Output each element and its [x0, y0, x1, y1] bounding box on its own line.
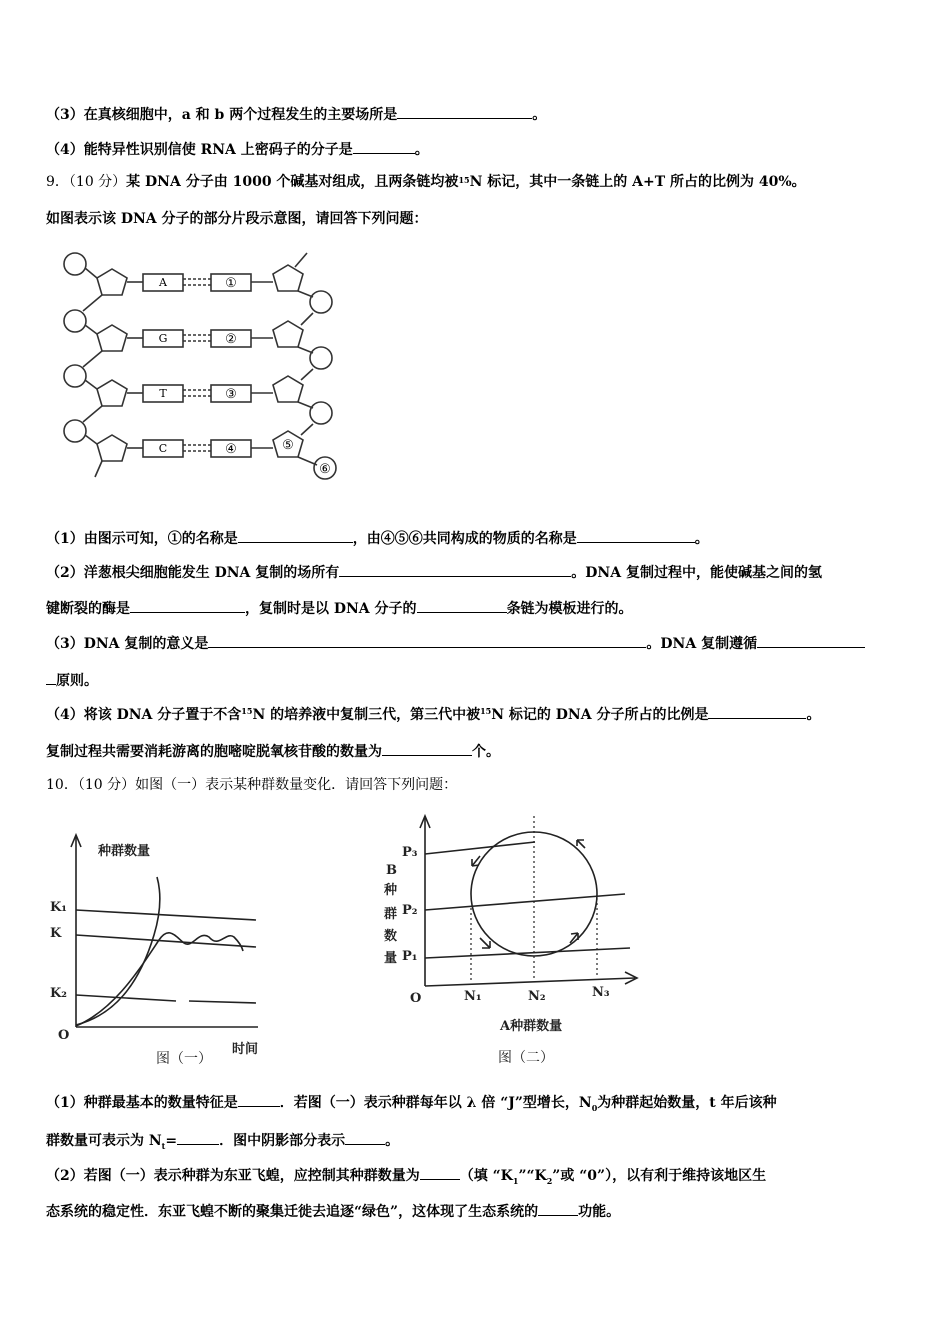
pair-label: ④ — [225, 442, 237, 457]
answer-blank[interactable] — [708, 704, 806, 719]
answer-blank[interactable] — [417, 598, 507, 613]
deoxyribose-pentagon — [97, 325, 127, 351]
phosphate-circle — [64, 365, 86, 387]
deoxyribose-pentagon — [273, 376, 303, 402]
q10-sub1-cont: 群数量可表示为 $N_t=$ ．图中阴影部分表示 。 — [46, 1130, 399, 1155]
fig1-k1: K₁ — [50, 900, 67, 915]
fig2-ylabel-char: 种 — [384, 883, 398, 898]
pair-label: ② — [225, 332, 237, 347]
fig2-n1: N₁ — [464, 989, 482, 1004]
q10-sub2-cont: 态系统的稳定性．东亚飞蝗不断的聚集迁徙去追逐“绿色”，这体现了生态系统的 功能。 — [46, 1201, 620, 1221]
q9-sub4: （4）将该 DNA 分子置于不含$^{15}$N 的培养液中复制三代，第三代中被$^{15}$N 标记的 DNA 分子所占的比例是 。 — [46, 706, 821, 723]
pair-label: ③ — [225, 387, 237, 402]
cycle-arrow — [577, 840, 585, 848]
fig1-k: K — [50, 926, 62, 941]
p3-line — [425, 842, 535, 854]
fig1-ylabel: 种群数量 — [98, 844, 151, 859]
q9-sub1: （1）由图示可知，①的名称是 ，由④⑤⑥共同构成的物质的名称是 。 — [46, 528, 709, 548]
pair-label: ① — [225, 276, 237, 291]
deoxyribose-pentagon — [273, 321, 303, 347]
fig2-ylabel-char: 群 — [384, 907, 398, 922]
figure-1-population-graph — [44, 825, 274, 1070]
deoxyribose-pentagon — [97, 380, 127, 406]
q9-sub3: （3）DNA 复制的意义是 。DNA 复制遵循 — [46, 633, 865, 653]
answer-blank[interactable] — [382, 741, 472, 756]
fig1-k2: K₂ — [50, 986, 67, 1001]
fig2-n2: N₂ — [528, 989, 546, 1004]
answer-blank[interactable] — [177, 1130, 219, 1145]
q8-part4: （4）能特异性识别信使 RNA 上密码子的分子是 。 — [46, 139, 429, 159]
deoxyribose-pentagon — [97, 435, 127, 461]
phosphate-circle — [310, 347, 332, 369]
phosphate-circle — [64, 420, 86, 442]
answer-blank[interactable] — [757, 633, 865, 648]
cycle-arrow — [480, 938, 490, 948]
fig2-ylabel-char: 数 — [384, 929, 398, 944]
q9-sub3-cont: 原则。 — [46, 670, 98, 690]
fig2-n3: N₃ — [592, 985, 610, 1000]
label-6: ⑥ — [319, 462, 331, 477]
answer-blank[interactable] — [577, 528, 695, 543]
k1-line — [76, 910, 256, 920]
answer-blank[interactable] — [238, 1092, 280, 1107]
fig2-xlabel: A种群数量 — [500, 1019, 563, 1034]
fig1-caption: 图（一） — [156, 1051, 212, 1067]
fig2-p1: P₁ — [402, 949, 418, 964]
base-label: G — [158, 332, 168, 345]
q9-header-2: 如图表示该 DNA 分子的部分片段示意图，请回答下列问题： — [46, 211, 428, 227]
s-curve — [76, 933, 243, 1026]
fig2-p2: P₂ — [402, 903, 418, 918]
fig2-caption: 图（二） — [498, 1050, 554, 1066]
deoxyribose-pentagon — [97, 269, 127, 295]
q9-sub4-cont: 复制过程共需要消耗游离的胞嘧啶脱氧核苷酸的数量为 个。 — [46, 741, 500, 761]
q9-sub2-cont: 键断裂的酶是 ，复制时是以 DNA 分子的 条链为模板进行的。 — [46, 598, 633, 618]
answer-blank[interactable] — [345, 1130, 385, 1145]
base-label: C — [158, 442, 168, 455]
figure-2-predator-prey-graph — [380, 808, 650, 1070]
q10-sub2: （2）若图（一）表示种群为东亚飞蝗，应控制其种群数量为 （填 “$K_1”“K_2$”或 “0”），以有利于维持该地区生 — [46, 1165, 766, 1190]
k-line — [76, 935, 256, 947]
answer-blank[interactable] — [46, 670, 56, 685]
fig2-ylabel-char: B — [386, 863, 397, 878]
base-label: A — [159, 276, 167, 289]
answer-blank[interactable] — [208, 633, 646, 648]
answer-blank[interactable] — [238, 528, 353, 543]
q10-header: 10．（10 分）如图（一）表示某种群数量变化．请回答下列问题： — [46, 777, 458, 793]
fig1-xlabel: 时间 — [232, 1042, 259, 1057]
phosphate-circle — [64, 310, 86, 332]
answer-blank[interactable] — [353, 139, 415, 154]
q9-sub2: （2）洋葱根尖细胞能发生 DNA 复制的场所有 。DNA 复制过程中，能使碱基之间的氢 — [46, 562, 822, 582]
phosphate-circle — [64, 253, 86, 275]
deoxyribose-pentagon — [273, 265, 303, 291]
fig2-p3: P₃ — [402, 845, 418, 860]
fig1-origin: O — [58, 1028, 70, 1043]
answer-blank[interactable] — [538, 1201, 578, 1216]
q9-header: 9．（10 分）某 DNA 分子由 1000 个碱基对组成，且两条链均被$^{15}$N 标记，其中一条链上的 A+T 所占的比例为 40%。 — [46, 174, 806, 190]
answer-blank[interactable] — [397, 104, 532, 119]
k2-line — [76, 995, 176, 1001]
fig2-ylabel-char: 量 — [384, 951, 398, 966]
phosphate-circle — [310, 291, 332, 313]
label-5: ⑤ — [282, 438, 294, 453]
dna-diagram — [55, 245, 355, 500]
base-label: T — [159, 387, 167, 400]
q10-sub1: （1）种群最基本的数量特征是 ．若图（一）表示种群每年以 λ 倍 “J”型增长，$N_0$为种群起始数量，t 年后该种 — [46, 1092, 777, 1117]
answer-blank[interactable] — [420, 1165, 460, 1180]
q8-part3: （3）在真核细胞中，a 和 b 两个过程发生的主要场所是 。 — [46, 104, 546, 124]
cycle-arrow — [472, 856, 480, 866]
phosphate-circle — [310, 402, 332, 424]
fig2-origin: O — [410, 991, 422, 1006]
answer-blank[interactable] — [339, 562, 571, 577]
answer-blank[interactable] — [130, 598, 245, 613]
j-curve — [76, 877, 160, 1025]
